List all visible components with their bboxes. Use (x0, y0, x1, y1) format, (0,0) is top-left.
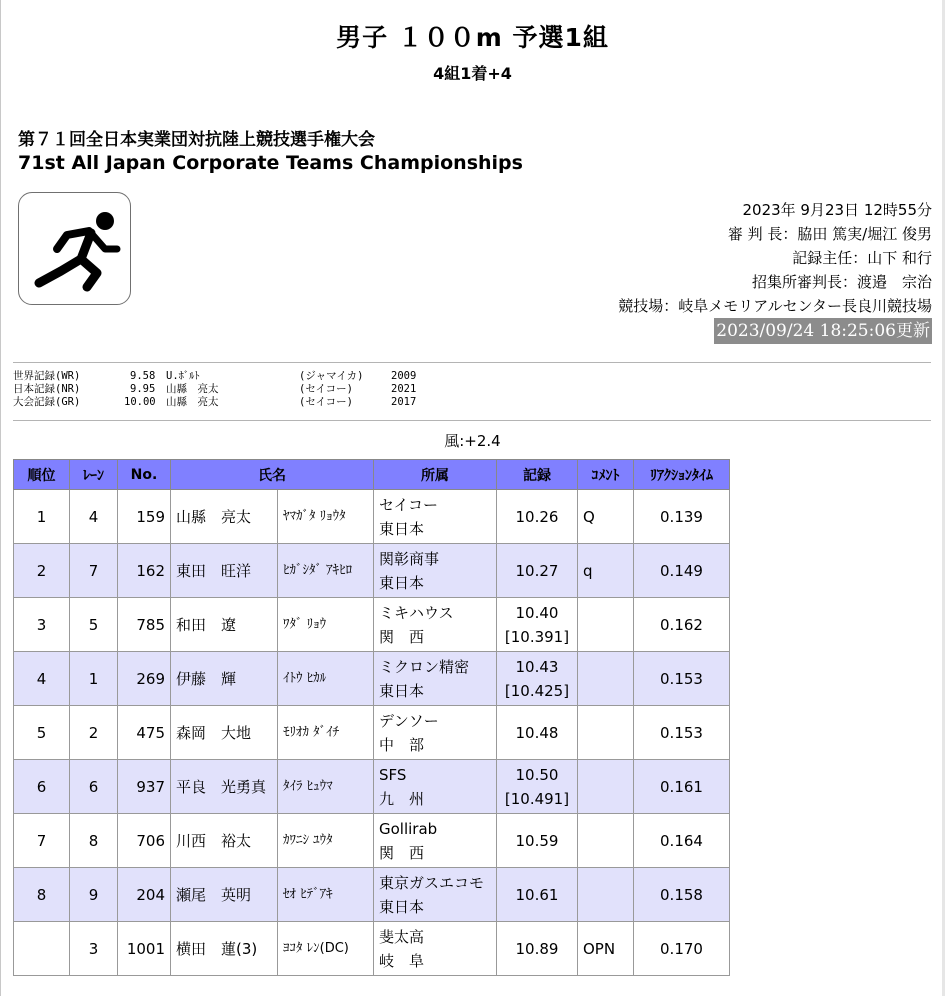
number-cell: 785 (118, 598, 171, 652)
event-name-jp: 第７１回全日本実業団対抗陸上競技選手権大会 (18, 130, 375, 150)
reaction-cell: 0.164 (634, 814, 730, 868)
mark-value: 10.61 (515, 885, 559, 904)
table-row (14, 652, 730, 706)
header-mark: 記録 (497, 460, 578, 490)
number-cell: 159 (118, 490, 171, 544)
team-cell (374, 652, 497, 706)
reaction-cell: 0.161 (634, 760, 730, 814)
record-year: 2021 (391, 383, 417, 395)
mark-value: 10.43 (515, 657, 559, 676)
rank-cell: 5 (14, 706, 70, 760)
mark-value: 10.50 (515, 765, 559, 784)
team-name: 斐太高 (379, 927, 425, 946)
team-region: 東日本 (379, 681, 425, 700)
number-cell: 162 (118, 544, 171, 598)
record-official: 記録主任：山下 和行 (792, 249, 932, 267)
results-table (13, 459, 730, 976)
table-header-row (14, 460, 730, 490)
lane-cell: 6 (70, 760, 118, 814)
rank-cell: 4 (14, 652, 70, 706)
mark-value: 10.48 (515, 723, 559, 742)
reaction-cell: 0.153 (634, 706, 730, 760)
record-mark: 9.58 (130, 370, 156, 382)
mark-cell (497, 652, 578, 706)
lane-cell: 5 (70, 598, 118, 652)
header-number: No. (118, 460, 171, 490)
rank-cell: 8 (14, 868, 70, 922)
lane-cell: 9 (70, 868, 118, 922)
team-region: 岐 阜 (379, 951, 425, 970)
rank-cell: 2 (14, 544, 70, 598)
rank-cell: 6 (14, 760, 70, 814)
kana-cell: ｾｵ ﾋﾃﾞｱｷ (278, 868, 374, 922)
venue: 競技場：岐阜メモリアルセンター長良川競技場 (618, 297, 932, 315)
mark-cell (497, 814, 578, 868)
table-row (14, 544, 730, 598)
table-row (14, 760, 730, 814)
record-holder: 山縣 亮太 (166, 396, 219, 408)
reaction-cell: 0.139 (634, 490, 730, 544)
lane-cell: 3 (70, 922, 118, 976)
name-cell: 伊藤 輝 (171, 652, 278, 706)
reaction-cell: 0.149 (634, 544, 730, 598)
name-cell: 平良 光勇真 (171, 760, 278, 814)
mark-detail: [10.391] (504, 627, 570, 646)
table-row (14, 490, 730, 544)
header-name: 氏名 (171, 460, 374, 490)
mark-value: 10.27 (515, 561, 559, 580)
team-region: 中 部 (379, 735, 425, 754)
name-cell: 森岡 大地 (171, 706, 278, 760)
call-room-judge: 招集所審判長：渡邉 宗治 (751, 273, 932, 291)
lane-cell: 4 (70, 490, 118, 544)
record-label: 大会記録(GR) (13, 396, 81, 408)
table-row (14, 922, 730, 976)
number-cell: 204 (118, 868, 171, 922)
page-subtitle: 4組1着+4 (433, 64, 512, 83)
team-name: SFS (379, 765, 407, 784)
team-name: デンソー (379, 711, 439, 730)
divider (13, 362, 931, 363)
record-holder: 山縣 亮太 (166, 383, 219, 395)
team-region: 関 西 (379, 843, 425, 862)
reaction-cell: 0.162 (634, 598, 730, 652)
meet-datetime: 2023年 9月23日 12時55分 (742, 201, 932, 219)
team-region: 関 西 (379, 627, 425, 646)
record-team: (セイコー) (299, 396, 353, 408)
mark-cell (497, 706, 578, 760)
mark-value: 10.59 (515, 831, 559, 850)
team-cell (374, 760, 497, 814)
comment-cell (578, 814, 634, 868)
lane-cell: 2 (70, 706, 118, 760)
team-name: ミクロン精密 (379, 657, 470, 676)
comment-cell (578, 706, 634, 760)
lane-cell: 8 (70, 814, 118, 868)
record-year: 2017 (391, 396, 417, 408)
name-cell: 和田 遼 (171, 598, 278, 652)
chief-judge: 審 判 長：脇田 篤実/堀江 俊男 (727, 225, 932, 243)
name-cell: 川西 裕太 (171, 814, 278, 868)
mark-value: 10.26 (515, 507, 559, 526)
rank-cell (14, 922, 70, 976)
mark-cell (497, 598, 578, 652)
team-name: ミキハウス (379, 603, 454, 622)
mark-cell (497, 922, 578, 976)
team-cell (374, 544, 497, 598)
comment-cell: Q (578, 490, 634, 544)
table-row (14, 706, 730, 760)
team-name: 東京ガスエコモ (379, 873, 485, 892)
header-reaction: ﾘｱｸｼｮﾝﾀｲﾑ (634, 460, 730, 490)
number-cell: 706 (118, 814, 171, 868)
comment-cell (578, 868, 634, 922)
team-cell (374, 490, 497, 544)
meeting-info (618, 198, 932, 318)
table-row (14, 868, 730, 922)
divider (13, 420, 931, 421)
record-mark: 9.95 (130, 383, 156, 395)
team-region: 九 州 (379, 789, 425, 808)
record-label: 世界記録(WR) (13, 370, 81, 382)
kana-cell: ﾋｶﾞｼﾀﾞ ｱｷﾋﾛ (278, 544, 374, 598)
reaction-cell: 0.153 (634, 652, 730, 706)
number-cell: 937 (118, 760, 171, 814)
mark-cell (497, 544, 578, 598)
name-cell: 東田 旺洋 (171, 544, 278, 598)
header-lane: ﾚｰﾝ (70, 460, 118, 490)
event-name-en: 71st All Japan Corporate Teams Championships (18, 152, 523, 174)
wind-reading: 風:+2.4 (444, 432, 501, 450)
lane-cell: 1 (70, 652, 118, 706)
lane-cell: 7 (70, 544, 118, 598)
record-team: (ジャマイカ) (299, 370, 364, 382)
record-holder: U.ﾎﾞﾙﾄ (166, 370, 200, 382)
page-left-border (0, 0, 1, 996)
name-cell: 横田 蓮(3) (171, 922, 278, 976)
rank-cell: 3 (14, 598, 70, 652)
team-name: セイコー (379, 495, 438, 514)
record-year: 2009 (391, 370, 417, 382)
updated-timestamp: 2023/09/24 18:25:06更新 (714, 318, 932, 344)
kana-cell: ｶﾜﾆｼ ﾕｳﾀ (278, 814, 374, 868)
kana-cell: ﾖｺﾀ ﾚﾝ(DC) (278, 922, 374, 976)
kana-cell: ｲﾄｳ ﾋｶﾙ (278, 652, 374, 706)
table-row (14, 814, 730, 868)
record-mark: 10.00 (124, 396, 156, 408)
team-cell (374, 922, 497, 976)
sprinter-icon (18, 192, 131, 305)
table-row (14, 598, 730, 652)
mark-cell (497, 760, 578, 814)
number-cell: 269 (118, 652, 171, 706)
kana-cell: ﾀｲﾗ ﾋｭｳﾏ (278, 760, 374, 814)
team-cell (374, 868, 497, 922)
header-comment: ｺﾒﾝﾄ (578, 460, 634, 490)
number-cell: 475 (118, 706, 171, 760)
team-cell (374, 598, 497, 652)
kana-cell: ﾔﾏｶﾞﾀ ﾘｮｳﾀ (278, 490, 374, 544)
team-region: 東日本 (379, 519, 425, 538)
comment-cell (578, 760, 634, 814)
rank-cell: 7 (14, 814, 70, 868)
team-region: 東日本 (379, 897, 425, 916)
record-team: (セイコー) (299, 383, 353, 395)
mark-value: 10.89 (515, 939, 559, 958)
team-cell (374, 814, 497, 868)
mark-cell (497, 490, 578, 544)
comment-cell: q (578, 544, 634, 598)
kana-cell: ﾓﾘｵｶ ﾀﾞｲﾁ (278, 706, 374, 760)
record-label: 日本記録(NR) (13, 383, 81, 395)
header-rank: 順位 (14, 460, 70, 490)
name-cell: 瀬尾 英明 (171, 868, 278, 922)
mark-cell (497, 868, 578, 922)
team-name: Gollirab (379, 819, 438, 838)
reaction-cell: 0.158 (634, 868, 730, 922)
page-title: 男子 １００m 予選1組 (336, 23, 609, 52)
mark-detail: [10.425] (504, 681, 570, 700)
comment-cell (578, 598, 634, 652)
comment-cell (578, 652, 634, 706)
team-cell (374, 706, 497, 760)
comment-cell: OPN (578, 922, 634, 976)
number-cell: 1001 (118, 922, 171, 976)
header-team: 所属 (374, 460, 497, 490)
team-name: 関彰商事 (379, 549, 440, 568)
mark-value: 10.40 (515, 603, 559, 622)
mark-detail: [10.491] (504, 789, 570, 808)
reaction-cell: 0.170 (634, 922, 730, 976)
team-region: 東日本 (379, 573, 425, 592)
name-cell: 山縣 亮太 (171, 490, 278, 544)
rank-cell: 1 (14, 490, 70, 544)
kana-cell: ﾜﾀﾞ ﾘｮｳ (278, 598, 374, 652)
